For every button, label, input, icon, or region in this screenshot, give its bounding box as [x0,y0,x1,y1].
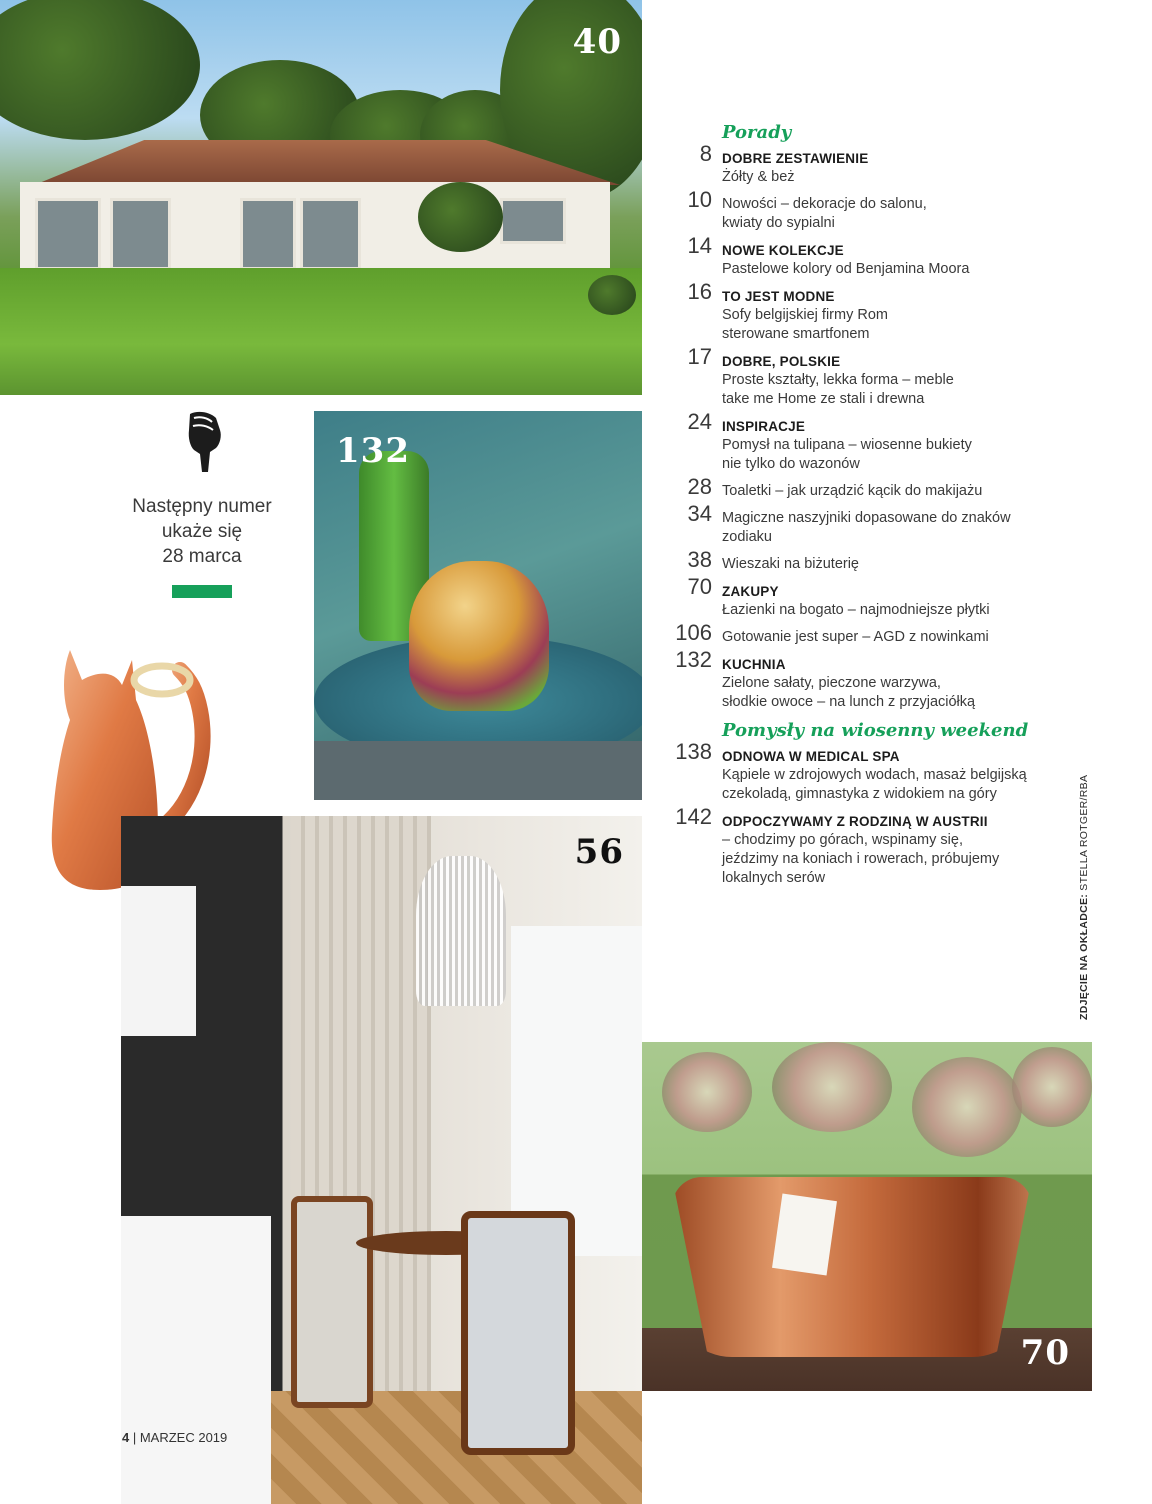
toc-page-number: 17 [687,344,712,369]
toc-page-number: 70 [687,574,712,599]
toc-entry-heading: KUCHNIA [722,657,786,672]
toc-page-number: 14 [687,233,712,258]
toc-entry-text: Proste kształty, lekka forma – meble [722,372,954,388]
toc-page-number: 28 [687,474,712,499]
toc-entry-text: nie tylko do wazonów [722,456,860,472]
folio-issue: MARZEC 2019 [139,1430,228,1445]
toc-entry-text: – chodzimy po górach, wspinamy się, [722,832,963,848]
next-issue-line1: Następny numer [132,496,272,517]
toc-entry-heading: DOBRE, POLSKIE [722,354,841,369]
toc-entry-text: Toaletki – jak urządzić kącik do makijażu [722,483,983,499]
toc-entry [672,233,1072,279]
house-photo [0,0,642,395]
toc-entry [672,804,1072,888]
toc-entry-heading: DOBRE ZESTAWIENIE [722,151,869,166]
toc-entry [672,141,1072,187]
toc-entry-text: Nowości – dekoracje do salonu, [722,196,927,212]
toc-entry-text: Magiczne naszyjniki dopasowane do znaków [722,510,1011,526]
toc-entry [672,647,1072,712]
green-accent-bar [172,585,232,598]
folio-separator: | [129,1430,140,1445]
toc-entry [672,574,1072,620]
toc-entry [672,620,1072,647]
toc-entry-text: Wieszaki na biżuterię [722,556,859,572]
toc-page-number: 132 [675,647,712,672]
toc-entry [672,409,1072,474]
toc-entry-heading: INSPIRACJE [722,419,806,434]
folio-page-number: 4 [122,1430,130,1445]
toc-entry-heading: NOWE KOLEKCJE [722,243,844,258]
toc-entry-heading: ODNOWA W MEDICAL SPA [722,749,900,764]
toc-entry-text: czekoladą, gimnastyka z widokiem na góry [722,786,997,802]
toc-entries-weekend [672,739,1072,888]
table-of-contents [672,122,1072,896]
toc-page-number: 142 [675,804,712,829]
toc-entry-text: kwiaty do sypialni [722,215,835,231]
toc-entry [672,501,1072,547]
toc-entry-text: Pastelowe kolory od Benjamina Moora [722,261,970,277]
toc-page-number: 10 [687,187,712,212]
toc-entry [672,474,1072,501]
page-badge-56: 56 [574,832,624,872]
toc-entry-text: lokalnych serów [722,870,826,886]
toc-entry-text: Pomysł na tulipana – wiosenne bukiety [722,437,972,453]
toc-page-number: 138 [675,739,712,764]
page-badge-132: 132 [336,431,410,471]
toc-entry-text: Kąpiele w zdrojowych wodach, masaż belgijską [722,767,1027,783]
toc-page-number: 38 [687,547,712,572]
toc-page-number: 24 [687,409,712,434]
page-badge-40: 40 [572,22,622,62]
credit-label: ZDJĘCIE NA OKŁADCE: [1078,893,1090,1020]
toc-page-number: 16 [687,279,712,304]
toc-entry-text: Łazienki na bogato – najmodniejsze płytki [722,602,990,618]
toc-page-number: 8 [699,141,712,166]
toc-entry-text: zodiaku [722,529,772,545]
next-issue-line2: ukaże się [161,521,243,542]
toc-page-number: 106 [675,620,712,645]
toc-entries-porady [672,141,1072,712]
pointing-hand-icon [180,410,228,476]
toc-entry-text: take me Home ze stali i drewna [722,391,925,407]
credit-value: STELLA ROTGER/RBA [1078,774,1090,894]
toc-entry-text: słodkie owoce – na lunch z przyjaciółką [722,694,976,710]
toc-entry-text: sterowane smartfonem [722,326,870,342]
toc-entry [672,547,1072,574]
next-issue-line3: 28 marca [162,546,242,567]
toc-entry-text: Żółty & beż [722,169,795,185]
section-title-porady: Porady [722,122,792,143]
toc-entry [672,279,1072,344]
toc-entry-heading: ODPOCZYWAMY Z RODZINĄ W AUSTRII [722,814,988,829]
toc-entry [672,739,1072,804]
toc-entry-text: jeździmy na koniach i rowerach, próbujemy [722,851,1000,867]
toc-entry [672,344,1072,409]
cover-photo-credit [1078,775,1090,1020]
toc-entry-text: Gotowanie jest super – AGD z nowinkami [722,629,989,645]
toc-page-number: 34 [687,501,712,526]
toc-entry-heading: TO JEST MODNE [722,289,835,304]
toc-entry [672,187,1072,233]
copper-bathtub-photo [642,1042,1092,1391]
toc-entry-text: Sofy belgijskiej firmy Rom [722,307,888,323]
page-folio [122,1430,227,1445]
page-badge-70: 70 [1020,1333,1070,1373]
toc-entry-text: Zielone sałaty, pieczone warzywa, [722,675,941,691]
toc-entry-heading: ZAKUPY [722,584,779,599]
salad-photo [314,411,642,800]
section-title-weekend: Pomysły na wiosenny weekend [722,720,1029,741]
dining-interior-photo [121,816,642,1504]
next-issue-notice [112,494,292,569]
